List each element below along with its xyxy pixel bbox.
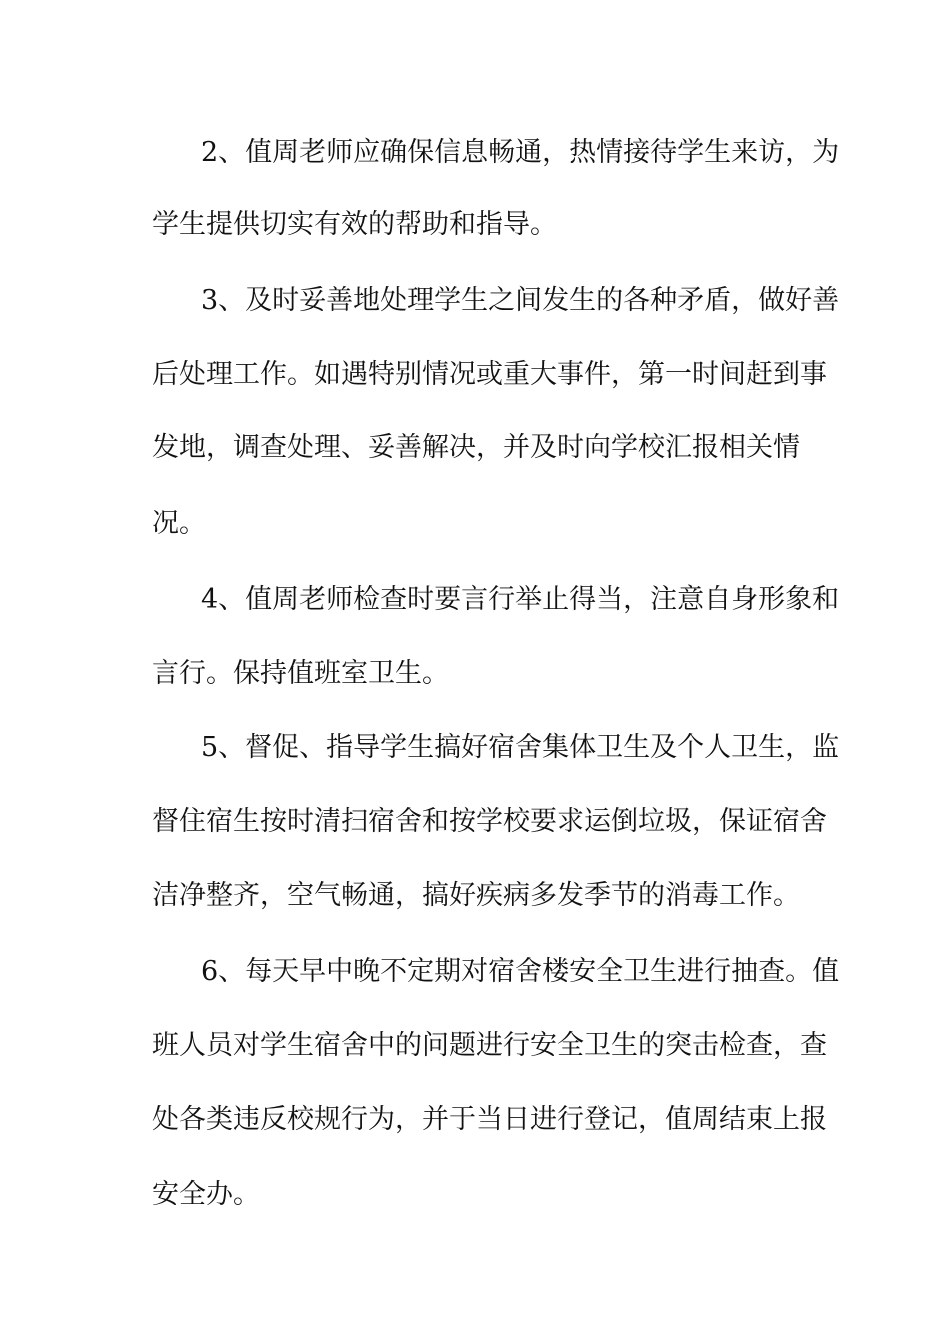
paragraph-6-line-3: 处各类违反校规行为，并于当日进行登记，值周结束上报 — [152, 1104, 827, 1135]
paragraph-3-line-1: 3、及时妥善地处理学生之间发生的各种矛盾，做好善 — [201, 285, 840, 316]
paragraph-6-line-2: 班人员对学生宿舍中的问题进行安全卫生的突击检查，查 — [152, 1030, 827, 1061]
paragraph-2-line-1: 2、值周老师应确保信息畅通，热情接待学生来访，为 — [201, 137, 840, 168]
paragraph-4-line-2: 言行。保持值班室卫生。 — [152, 658, 449, 689]
paragraph-2-line-2: 学生提供切实有效的帮助和指导。 — [152, 209, 557, 240]
paragraph-4-line-1: 4、值周老师检查时要言行举止得当，注意自身形象和 — [201, 584, 840, 615]
paragraph-6-line-1: 6、每天早中晚不定期对宿舍楼安全卫生进行抽查。值 — [201, 956, 840, 987]
paragraph-6-line-4: 安全办。 — [152, 1179, 260, 1210]
paragraph-3-line-2: 后处理工作。如遇特别情况或重大事件，第一时间赶到事 — [152, 359, 827, 390]
paragraph-3-line-4: 况。 — [152, 508, 206, 539]
paragraph-3-line-3: 发地，调查处理、妥善解决，并及时向学校汇报相关情 — [152, 432, 800, 463]
paragraph-5-line-3: 洁净整齐，空气畅通，搞好疾病多发季节的消毒工作。 — [152, 880, 800, 911]
paragraph-5-line-1: 5、督促、指导学生搞好宿舍集体卫生及个人卫生，监 — [201, 732, 840, 763]
paragraph-5-line-2: 督住宿生按时清扫宿舍和按学校要求运倒垃圾，保证宿舍 — [152, 806, 827, 837]
